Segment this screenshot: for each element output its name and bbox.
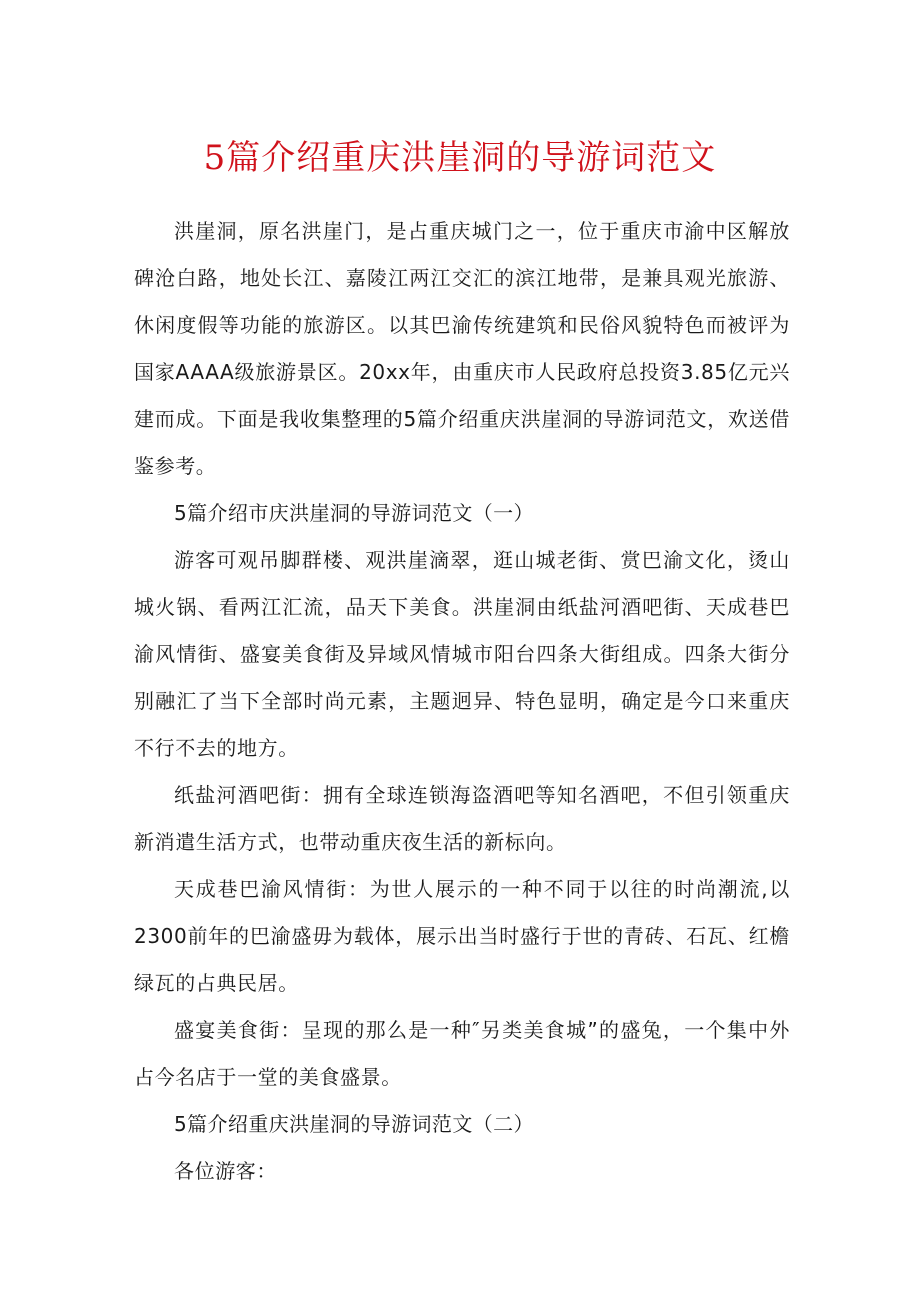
body-paragraph: 天成巷巴渝风情街：为世人展示的一种不同于以往的时尚潮流,以2300前年的巴渝盛毋为载体，展示出当时盛行于世的青砖、石瓦、红檐绿瓦的占典民居。 <box>134 877 790 995</box>
document-body <box>134 208 790 1195</box>
body-paragraph: 游客可观吊脚群楼、观洪崖滴翠，逛山城老街、赏巴渝文化，烫山城火锅、看两江汇流，品天下美食。洪崖洞由纸盐河酒吧街、天成巷巴渝风情街、盛宴美食街及异域风情城市阳台四条大街组成。四条大街分别融汇了当下全部时尚元素，主题迥异、特色显明，确定是今口来重庆不行不去的地方。 <box>134 548 790 760</box>
body-paragraph: 各位游客： <box>174 1159 277 1183</box>
intro-paragraph: 洪崖洞，原名洪崖门，是占重庆城门之一，位于重庆市渝中区解放碑沧白路，地处长江、嘉陵江两江交汇的滨江地带，是兼具观光旅游、休闲度假等功能的旅游区。以其巴渝传统建筑和民俗风貌特色而被评为国家AAAA级旅游景区。20xx年，由重庆市人民政府总投资3.85亿元兴建而成。下面是我收集整理的5篇介绍重庆洪崖洞的导游词范文，欢送借鉴参考。 <box>134 219 790 478</box>
body-paragraph: 盛宴美食街：呈现的那么是一种″另类美食城”的盛兔，一个集中外占今名店于一堂的美食盛景。 <box>134 1018 790 1089</box>
section-heading-2: 5篇介绍重庆洪崖洞的导游词范文（二） <box>174 1112 534 1136</box>
body-paragraph: 纸盐河酒吧街：拥有全球连锁海盗酒吧等知名酒吧，不但引领重庆新消遣生活方式，也带动重庆夜生活的新标向。 <box>134 783 790 854</box>
document-title: 5篇介绍重庆洪崖洞的导游词范文 <box>203 138 717 178</box>
section-heading-1: 5篇介绍市庆洪崖洞的导游词范文（一） <box>174 501 534 525</box>
